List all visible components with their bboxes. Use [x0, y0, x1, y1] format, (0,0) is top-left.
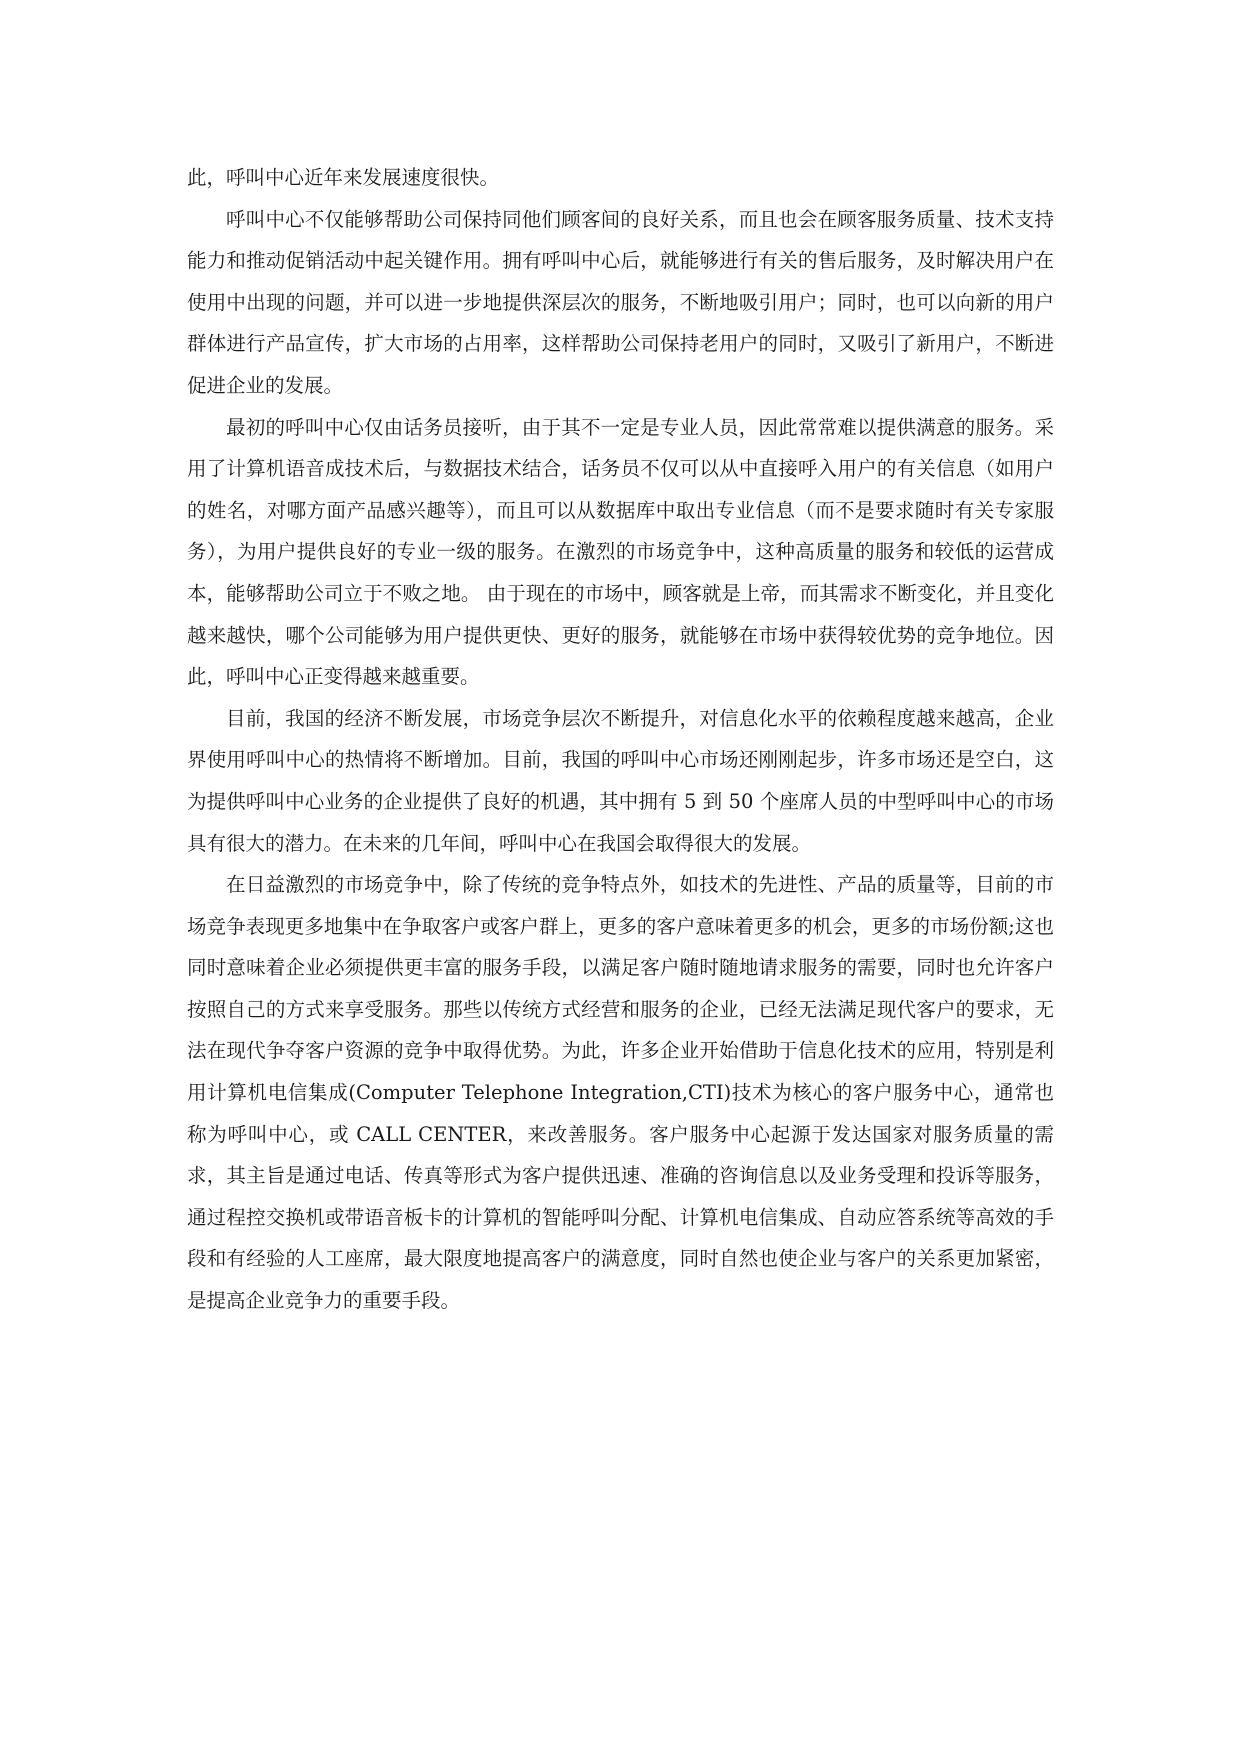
body-text: [187, 157, 1054, 1322]
paragraph-5: 在日益激烈的市场竞争中，除了传统的竞争特点外，如技术的先进性、产品的质量等，目前的市场竞争表现更多地集中在争取客户或客户群上，更多的客户意味着更多的机会，更多的市场份额;这也同时意味着企业必须提供更丰富的服务手段，以满足客户随时随地请求服务的需要，同时也允许客户按照自己的方式来享受服务。那些以传统方式经营和服务的企业，已经无法满足现代客户的要求，无法在现代争夺客户资源的竞争中取得优势。为此，许多企业开始借助于信息化技术的应用，特别是利用计算机电信集成(Computer Telephone Integration,CTI)技术为核心的客户服务中心，通常也称为呼叫中心，或 CALL CENTER，来改善服务。客户服务中心起源于发达国家对服务质量的需求，其主旨是通过电话、传真等形式为客户提供迅速、准确的咨询信息以及业务受理和投诉等服务，通过程控交换机或带语音板卡的计算机的智能呼叫分配、计算机电信集成、自动应答系统等高效的手段和有经验的人工座席，最大限度地提高客户的满意度，同时自然也使企业与客户的关系更加紧密，是提高企业竞争力的重要手段。: [187, 873, 1054, 1313]
paragraph-4: 目前，我国的经济不断发展，市场竞争层次不断提升，对信息化水平的依赖程度越来越高，企业界使用呼叫中心的热情将不断增加。目前，我国的呼叫中心市场还刚刚起步，许多市场还是空白，这为提供呼叫中心业务的企业提供了良好的机遇，其中拥有 5 到 50 个座席人员的中型呼叫中心的市场具有很大的潜力。在未来的几年间，呼叫中心在我国会取得很大的发展。: [187, 706, 1054, 855]
paragraph-1: 此，呼叫中心近年来发展速度很快。: [187, 166, 500, 189]
paragraph-2: 呼叫中心不仅能够帮助公司保持同他们顾客间的良好关系，而且也会在顾客服务质量、技术支持能力和推动促销活动中起关键作用。拥有呼叫中心后，就能够进行有关的售后服务，及时解决用户在使用中出现的问题，并可以进一步地提供深层次的服务，不断地吸引用户；同时，也可以向新的用户群体进行产品宣传，扩大市场的占用率，这样帮助公司保持老用户的同时，又吸引了新用户，不断进促进企业的发展。: [187, 207, 1054, 397]
paragraph-3: 最初的呼叫中心仅由话务员接听，由于其不一定是专业人员，因此常常难以提供满意的服务。采用了计算机语音成技术后，与数据技术结合，话务员不仅可以从中直接呼入用户的有关信息（如用户的姓名，对哪方面产品感兴趣等），而且可以从数据库中取出专业信息（而不是要求随时有关专家服务），为用户提供良好的专业一级的服务。在激烈的市场竞争中，这种高质量的服务和较低的运营成本，能够帮助公司立于不败之地。 由于现在的市场中，顾客就是上帝，而其需求不断变化，并且变化越来越快，哪个公司能够为用户提供更快、更好的服务，就能够在市场中获得较优势的竞争地位。因此，呼叫中心正变得越来越重要。: [187, 415, 1054, 689]
